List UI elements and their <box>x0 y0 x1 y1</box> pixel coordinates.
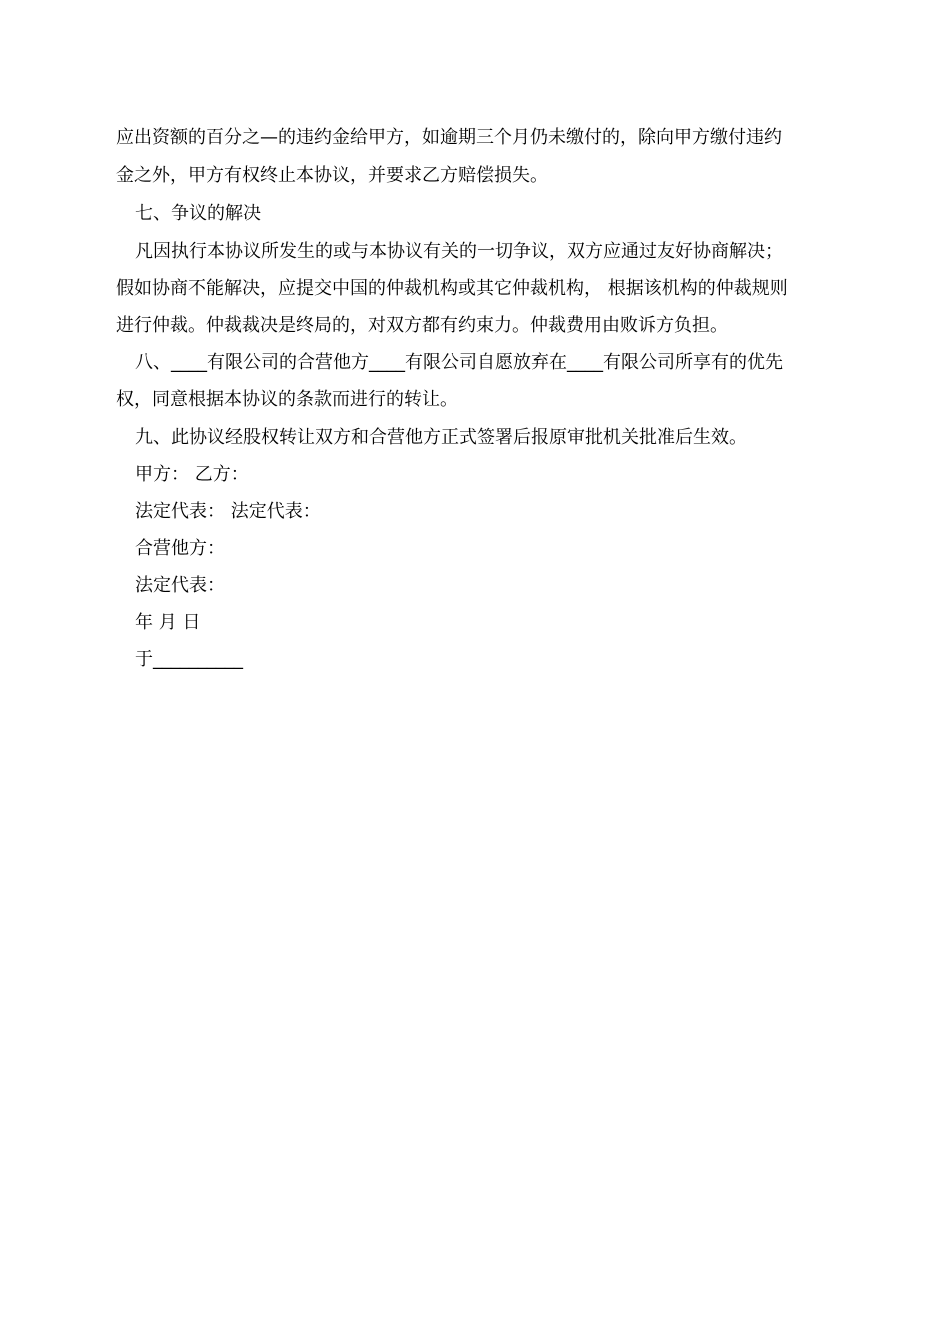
signature-parties: 甲方： 乙方： <box>135 464 249 485</box>
paragraph-line: 权，同意根据本协议的条款而进行的转让。 <box>116 389 458 410</box>
section-heading: 七、争议的解决 <box>135 203 261 224</box>
signature-place: 于__________ <box>135 649 243 670</box>
paragraph-line: 八、____有限公司的合营他方____有限公司自愿放弃在____有限公司所享有的优先 <box>135 352 783 373</box>
paragraph-line: 凡因执行本协议所发生的或与本协议有关的一切争议，双方应通过友好协商解决； <box>135 241 783 262</box>
paragraph-line: 金之外，甲方有权终止本协议，并要求乙方赔偿损失。 <box>116 165 548 186</box>
signature-joint-venture-party: 合营他方： <box>135 538 225 559</box>
paragraph-line: 九、此协议经股权转让双方和合营他方正式签署后报原审批机关批准后生效。 <box>135 427 747 448</box>
signature-date: 年 月 日 <box>135 612 201 633</box>
signature-representative: 法定代表： <box>135 575 225 596</box>
paragraph-line: 进行仲裁。仲裁裁决是终局的，对双方都有约束力。仲裁费用由败诉方负担。 <box>116 315 728 336</box>
paragraph-line: 应出资额的百分之—的违约金给甲方，如逾期三个月仍未缴付的，除向甲方缴付违约 <box>116 127 782 148</box>
signature-representatives: 法定代表： 法定代表： <box>135 501 321 522</box>
paragraph-line: 假如协商不能解决，应提交中国的仲裁机构或其它仲裁机构， 根据该机构的仲裁规则 <box>116 278 788 299</box>
